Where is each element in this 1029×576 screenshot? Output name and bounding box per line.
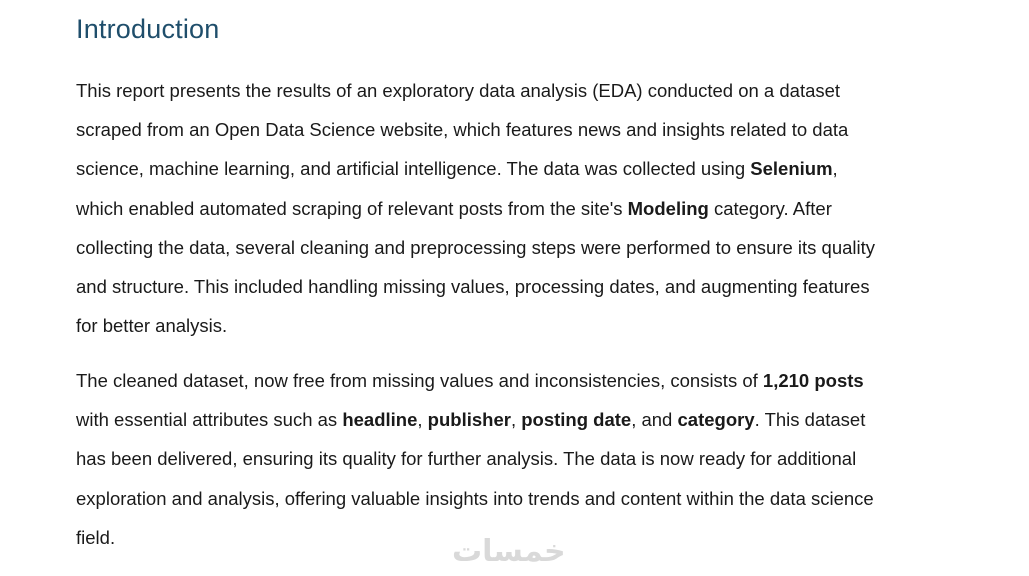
bold-term-posting-date: posting date: [521, 409, 632, 431]
text-run: scraped from an Open Data Science website, which features news and insights related to data: [76, 119, 849, 141]
text-run: which enabled automated scraping of relevant posts from the site's: [76, 197, 628, 219]
intro-paragraph-1: [76, 71, 986, 345]
paragraph-line: [76, 400, 986, 439]
paragraph-line: [76, 110, 986, 149]
paragraph-line: [76, 439, 986, 478]
watermark-logo: خمسات: [452, 534, 566, 569]
paragraph-line: [76, 267, 986, 306]
text-run: with essential attributes such as: [76, 409, 343, 431]
paragraph-line: [76, 228, 986, 267]
text-run: ,: [510, 409, 522, 431]
bold-term-category: category: [677, 409, 755, 431]
paragraph-line: [76, 306, 986, 345]
text-run: This report presents the results of an exploratory data analysis (EDA) conducted on a dataset: [76, 80, 841, 101]
text-run: and structure. This included handling missing values, processing dates, and augmenting features: [76, 276, 870, 298]
paragraph-line: [76, 479, 986, 518]
paragraph-line: [76, 149, 986, 188]
text-run: has been delivered, ensuring its quality for further analysis. The data is now ready for additional: [76, 448, 857, 470]
text-run: , and: [631, 409, 678, 431]
text-run: ,: [832, 158, 838, 180]
text-run: . This dataset: [754, 409, 866, 431]
text-run: The cleaned dataset, now free from missing values and inconsistencies, consists of: [76, 370, 763, 391]
text-run: category. After: [708, 197, 832, 219]
text-run: exploration and analysis, offering valuable insights into trends and content within the data science: [76, 487, 874, 509]
bold-term-selenium: Selenium: [750, 158, 833, 180]
intro-paragraph-2: [76, 361, 986, 557]
bold-term-post-count: 1,210 posts: [762, 370, 864, 391]
paragraph-line: [76, 361, 986, 400]
text-run: science, machine learning, and artificial intelligence. The data was collected using: [76, 158, 751, 180]
paragraph-line: [76, 71, 986, 110]
paragraph-line: [76, 189, 986, 228]
text-run: field.: [76, 526, 116, 548]
bold-term-headline: headline: [342, 409, 418, 431]
bold-term-modeling: Modeling: [627, 197, 709, 219]
text-run: for better analysis.: [76, 315, 228, 337]
text-run: collecting the data, several cleaning and preprocessing steps were performed to ensure its quality: [76, 236, 876, 258]
text-run: ,: [417, 409, 428, 431]
section-heading: Introduction: [76, 14, 220, 44]
bold-term-publisher: publisher: [427, 409, 511, 431]
